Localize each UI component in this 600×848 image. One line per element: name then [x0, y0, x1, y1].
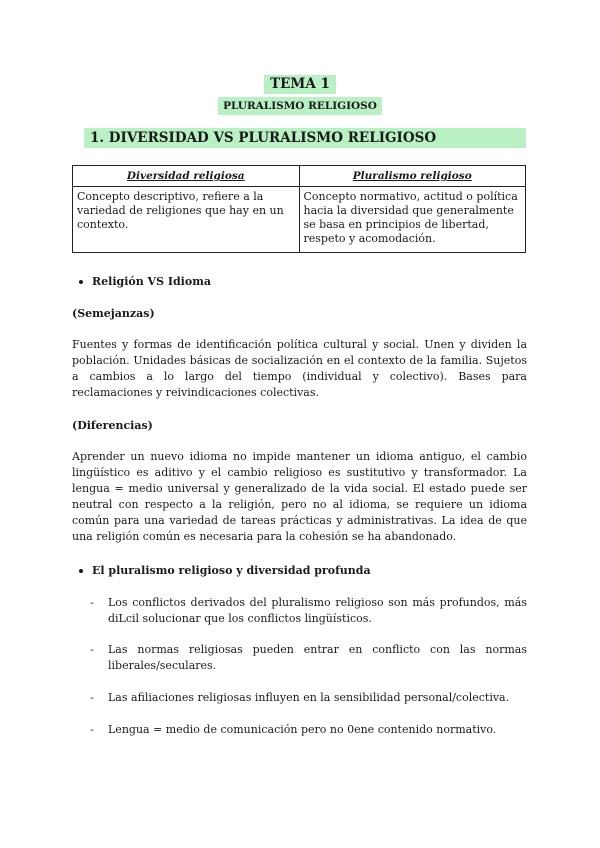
list-item: - Las normas religiosas pueden entrar en conflicto con las normas liberales/seculares.: [108, 642, 527, 674]
table-header-cell: Pluralismo religioso: [299, 166, 526, 187]
comparison-table: [72, 165, 526, 253]
bullet-item: El pluralismo religioso y diversidad profunda: [92, 564, 371, 577]
list-item: - Lengua = medio de comunicación pero no 0ene contenido normativo.: [108, 722, 527, 738]
diferencias-paragraph: Aprender un nuevo idioma no impide mantener un idioma antiguo, el cambio lingüístico es aditivo y el cambio religioso es sustitutivo y transformador. La lengua = medio universal y generalizado de la vida social. El estado puede ser neutral con respecto a la religión, pero no al idioma, se requiere un idioma común para una variedad de tareas prácticas y administrativas. La idea de que una religión común es necesaria para la cohesión se ha abandonado.: [72, 450, 527, 543]
table-header-row: [73, 166, 526, 187]
section-heading: 1. DIVERSIDAD VS PLURALISMO RELIGIOSO: [84, 128, 526, 148]
subtitle-block: [0, 94, 600, 115]
list-item: - Los conflictos derivados del pluralismo religioso son más profundos, más diLcil solucionar que los conflictos lingüísticos.: [108, 595, 527, 627]
table-row: [73, 187, 526, 253]
semejanzas-label: (Semejanzas): [72, 307, 155, 320]
semejanzas-paragraph: Fuentes y formas de identificación política cultural y social. Unen y dividen la población. Unidades básicas de socialización en el contexto de la familia. Sujetos a cambios a lo largo del tiempo (individual y colectivo). Bases para reclamaciones y reivindicaciones colectivas.: [72, 338, 527, 399]
bullet-item: Religión VS Idioma: [92, 275, 211, 288]
title-block: [0, 73, 600, 94]
list-item: - Las afiliaciones religiosas influyen en la sensibilidad personal/colectiva.: [108, 690, 527, 706]
table-cell: Concepto descriptivo, refiere a la variedad de religiones que hay en un contexto.: [73, 187, 300, 253]
page-subtitle: PLURALISMO RELIGIOSO: [218, 97, 382, 115]
diferencias-label: (Diferencias): [72, 419, 153, 432]
table-header-cell: Diversidad religiosa: [73, 166, 300, 187]
table-cell: Concepto normativo, actitud o política hacia la diversidad que generalmente se basa en principios de libertad, respeto y acomodación.: [299, 187, 526, 253]
page-title: TEMA 1: [264, 75, 336, 94]
